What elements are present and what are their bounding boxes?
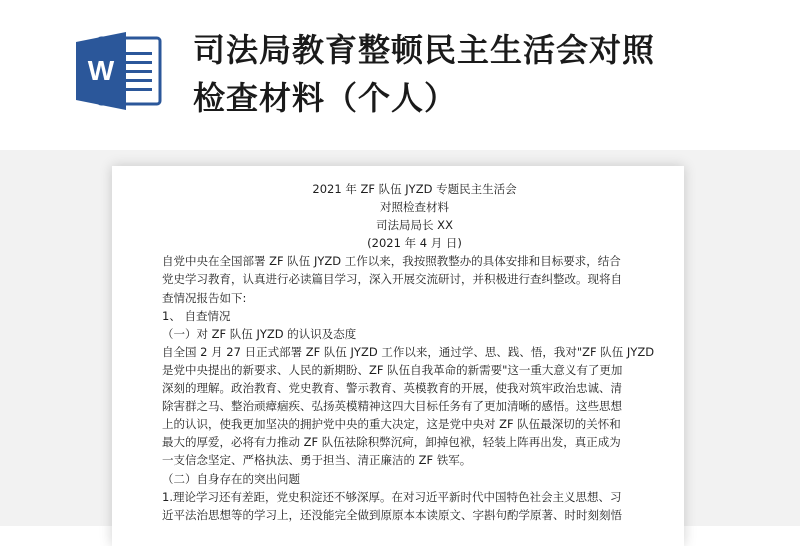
word-icon-letter: W	[87, 55, 115, 86]
header	[0, 0, 800, 150]
doc-heading-line: 司法局局长 XX	[376, 218, 453, 233]
doc-body-line: 是党中央提出的新要求、人民的新期盼、ZF 队伍自我革命的新需要"这一重大意义有了更加	[162, 362, 623, 377]
doc-body-line: 自党中央在全国部署 ZF 队伍 JYZD 工作以来，我按照教整办的具体安排和目标要求，结合	[162, 254, 621, 269]
doc-heading-line: 2021 年 ZF 队伍 JYZD 专题民主生活会	[312, 182, 517, 196]
document-text	[162, 180, 667, 524]
word-doc-icon	[76, 32, 166, 110]
doc-body-line: 1.理论学习还有差距，党史积淀还不够深厚。在对习近平新时代中国特色社会主义思想、习	[162, 489, 622, 504]
doc-body-line: 1、 自查情况	[162, 308, 231, 323]
doc-body-line: 上的认识，使我更加坚决的拥护党中央的重大决定，这是党中央对 ZF 队伍最深切的关怀和	[162, 417, 621, 432]
doc-body-line: 除害群之马、整治顽瘴痼疾、弘扬英模精神这四大目标任务有了更加清晰的感悟。这些思想	[162, 399, 622, 414]
title-line-1: 司法局教育整顿民主生活会对照	[193, 31, 656, 69]
doc-body-line: 最大的厚爱，必将有力推动 ZF 队伍祛除积弊沉疴，卸掉包袱，轻装上阵再出发，真正成为	[162, 435, 621, 450]
doc-body-line: （一）对 ZF 队伍 JYZD 的认识及态度	[162, 326, 357, 341]
doc-heading-line: (2021 年 4 月 日)	[367, 236, 462, 251]
doc-heading-line: 对照检查材料	[380, 200, 449, 215]
doc-body-line: （二）自身存在的突出问题	[162, 471, 300, 486]
doc-body-line: 近平法治思想等的学习上，还没能完全做到原原本本读原文、字斟句酌学原著、时时刻刻悟	[162, 507, 622, 522]
doc-body-line: 深刻的理解。政治教育、党史教育、警示教育、英模教育的开展，使我对筑牢政治忠诚、清	[162, 381, 622, 396]
doc-body-line: 一支信念坚定、严格执法、勇于担当、清正廉洁的 ZF 铁军。	[162, 453, 472, 468]
doc-body-line: 自全国 2 月 27 日正式部署 ZF 队伍 JYZD 工作以来，通过学、思、践、悟，我对"ZF 队伍 JYZD	[162, 344, 655, 359]
doc-body-line: 查情况报告如下:	[162, 290, 247, 305]
title-line-2: 检查材料（个人）	[193, 79, 458, 117]
doc-body-line: 党史学习教育，认真进行必读篇目学习，深入开展交流研讨，并积极进行查纠整改。现将自	[162, 272, 622, 287]
page-title	[193, 26, 753, 122]
